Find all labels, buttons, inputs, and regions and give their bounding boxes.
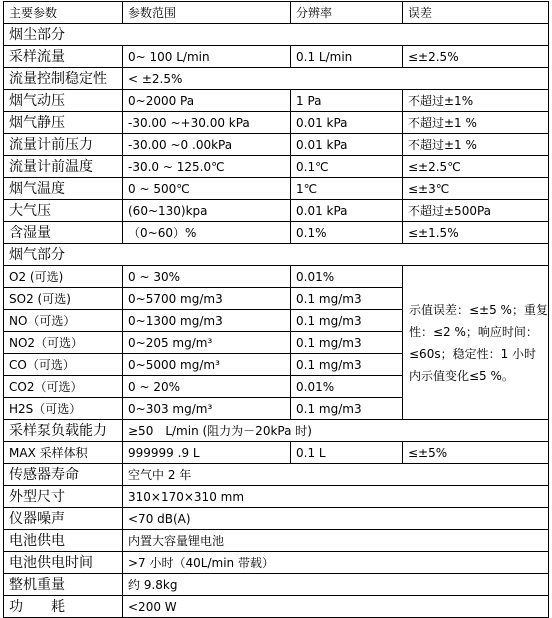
resolution-cell: 0.1 mg/m3 [291, 310, 403, 332]
param-cell: 烟气温度 [4, 178, 123, 200]
table-row [4, 68, 549, 90]
error-cell: ≤±3℃ [403, 178, 549, 200]
param-cell: NO2（可选） [4, 332, 123, 354]
header-param: 主要参数 [4, 2, 123, 24]
resolution-cell: 0.1% [291, 222, 403, 244]
table-row [4, 486, 549, 508]
table-row [4, 442, 549, 464]
param-cell: CO（可选） [4, 354, 123, 376]
error-cell: 不超过±1 % [403, 112, 549, 134]
table-row [4, 552, 549, 574]
range-cell: 0 ~ 20% [123, 376, 291, 398]
error-cell: 不超过±1% [403, 90, 549, 112]
error-cell: 不超过±500Pa [403, 200, 549, 222]
param-cell: 仪器噪声 [4, 508, 123, 530]
range-cell: 内置大容量锂电池 [123, 530, 549, 552]
error-cell: ≤±1.5% [403, 222, 549, 244]
resolution-cell: 0.01% [291, 376, 403, 398]
param-cell: 流量计前压力 [4, 134, 123, 156]
range-cell: ≥50 L/min (阻力为－20kPa 时) [123, 420, 549, 442]
resolution-cell: 0.01 kPa [291, 200, 403, 222]
table-row [4, 222, 549, 244]
param-cell: 大气压 [4, 200, 123, 222]
table-row [4, 574, 549, 596]
resolution-cell: 0.1 L/min [291, 46, 403, 68]
param-cell: 采样流量 [4, 46, 123, 68]
error-cell: ≤±2.5℃ [403, 156, 549, 178]
param-cell: 采样泵负载能力 [4, 420, 123, 442]
table-row [4, 530, 549, 552]
section-row-gas [4, 244, 549, 266]
table-row [4, 46, 549, 68]
param-cell: H2S（可选） [4, 398, 123, 420]
range-cell: 0~303 mg/m³ [123, 398, 291, 420]
section-title-gas: 烟气部分 [4, 244, 549, 266]
resolution-cell: 0.1 mg/m3 [291, 288, 403, 310]
header-error: 误差 [403, 2, 549, 24]
range-cell: 0~ 100 L/min [123, 46, 291, 68]
resolution-cell: 0.01 kPa [291, 112, 403, 134]
param-cell: 含湿量 [4, 222, 123, 244]
range-cell: <200 W [123, 596, 549, 618]
range-cell: 0~205 mg/m³ [123, 332, 291, 354]
param-cell: 功 耗 [4, 596, 123, 618]
range-cell: -30.00 ~0 .00kPa [123, 134, 291, 156]
section-title-dust: 烟尘部分 [4, 24, 549, 46]
param-cell: NO（可选） [4, 310, 123, 332]
header-row [4, 2, 549, 24]
param-cell: 外型尺寸 [4, 486, 123, 508]
param-cell: 烟气动压 [4, 90, 123, 112]
table-row [4, 134, 549, 156]
table-row [4, 508, 549, 530]
param-cell: 烟气静压 [4, 112, 123, 134]
param-cell: CO2（可选） [4, 376, 123, 398]
resolution-cell: 0.01% [291, 266, 403, 288]
param-cell: 流量控制稳定性 [4, 68, 123, 90]
range-cell: 0~1300 mg/m3 [123, 310, 291, 332]
range-cell: (60~130)kpa [123, 200, 291, 222]
range-cell: 0~5000 mg/m³ [123, 354, 291, 376]
spec-table [3, 1, 549, 618]
range-cell: 999999 .9 L [123, 442, 291, 464]
range-cell: < ±2.5% [123, 68, 549, 90]
range-cell: 0~5700 mg/m3 [123, 288, 291, 310]
param-cell: 流量计前温度 [4, 156, 123, 178]
resolution-cell: 1 Pa [291, 90, 403, 112]
range-cell: 0 ~ 30% [123, 266, 291, 288]
param-cell: MAX 采样体积 [4, 442, 123, 464]
resolution-cell: 1℃ [291, 178, 403, 200]
range-cell: （0~60）% [123, 222, 291, 244]
table-row [4, 200, 549, 222]
resolution-cell: 0.1 mg/m3 [291, 332, 403, 354]
error-cell: ≤±5% [403, 442, 549, 464]
range-cell: 310×170×310 mm [123, 486, 549, 508]
error-cell: 不超过±1 % [403, 134, 549, 156]
resolution-cell: 0.01 kPa [291, 134, 403, 156]
table-row [4, 156, 549, 178]
param-cell: 传感器寿命 [4, 464, 123, 486]
resolution-cell: 0.1℃ [291, 156, 403, 178]
section-row-dust [4, 24, 549, 46]
param-cell: SO2 (可选) [4, 288, 123, 310]
table-row [4, 420, 549, 442]
resolution-cell: 0.1 mg/m3 [291, 354, 403, 376]
table-row [4, 464, 549, 486]
range-cell: 约 9.8kg [123, 574, 549, 596]
range-cell: <70 dB(A) [123, 508, 549, 530]
range-cell: 0~2000 Pa [123, 90, 291, 112]
resolution-cell: 0.1 mg/m3 [291, 398, 403, 420]
table-row [4, 266, 549, 288]
range-cell: -30.00 ~+30.00 kPa [123, 112, 291, 134]
table-row [4, 90, 549, 112]
header-range: 参数范围 [123, 2, 291, 24]
range-cell: -30.0 ~ 125.0℃ [123, 156, 291, 178]
error-cell: ≤±2.5% [403, 46, 549, 68]
param-cell: O2 (可选) [4, 266, 123, 288]
table-row [4, 112, 549, 134]
param-cell: 整机重量 [4, 574, 123, 596]
range-cell: 空气中 2 年 [123, 464, 549, 486]
gas-error-note: 示值误差：≤±5 %；重复性：≤2 %；响应时间：≤60s；稳定性：1 小时内示值变化≤5 %。 [403, 266, 549, 420]
header-resolution: 分辨率 [291, 2, 403, 24]
param-cell: 电池供电时间 [4, 552, 123, 574]
resolution-cell: 0.1 L [291, 442, 403, 464]
range-cell: >7 小时（40L/min 带载） [123, 552, 549, 574]
table-row [4, 178, 549, 200]
param-cell: 电池供电 [4, 530, 123, 552]
range-cell: 0 ~ 500℃ [123, 178, 291, 200]
